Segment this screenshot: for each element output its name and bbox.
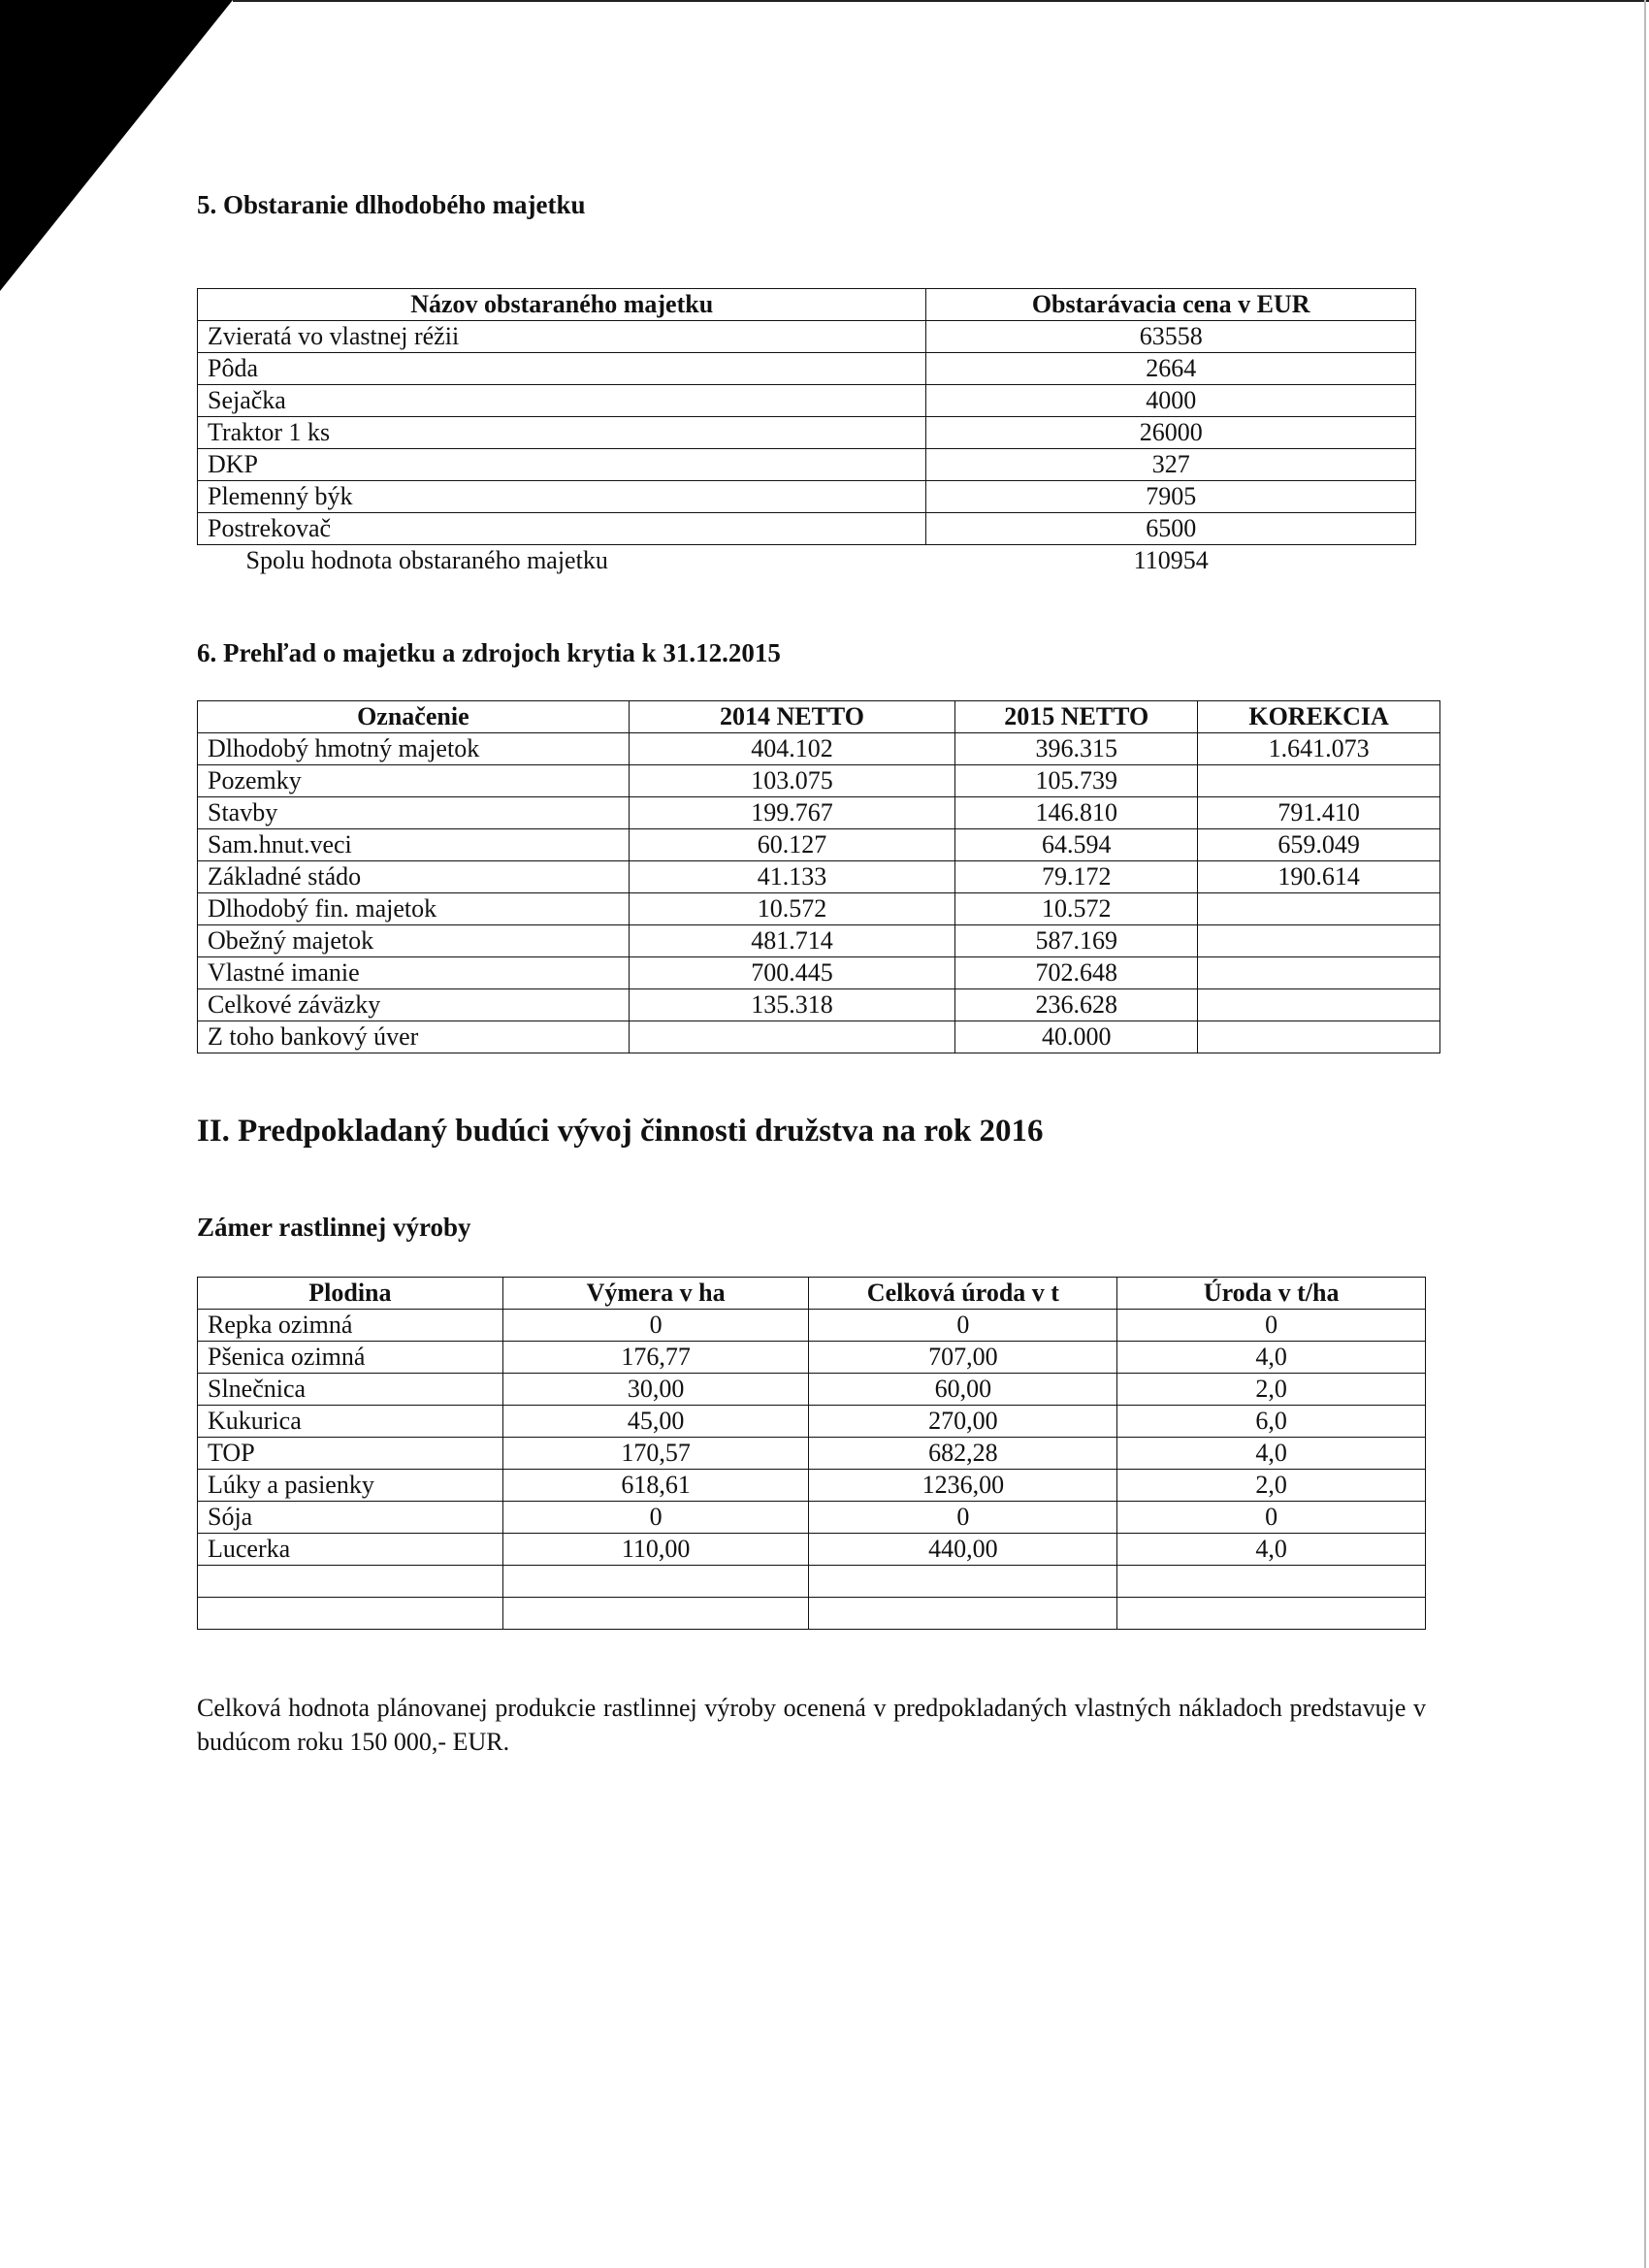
column-header: KOREKCIA <box>1198 701 1440 733</box>
table-cell: Obežný majetok <box>198 925 630 957</box>
table-cell: Repka ozimná <box>198 1310 503 1342</box>
table-cell: 700.445 <box>629 957 955 989</box>
table-cell: Sejačka <box>198 385 926 417</box>
table-cell: Pšenica ozimná <box>198 1342 503 1374</box>
column-header: Úroda v t/ha <box>1117 1278 1426 1310</box>
scan-top-edge <box>233 0 1649 2</box>
table-cell <box>502 1598 809 1630</box>
table-cell: 1.641.073 <box>1198 733 1440 765</box>
column-header: Označenie <box>198 701 630 733</box>
table-cell: Sója <box>198 1502 503 1534</box>
table-cell: 4,0 <box>1117 1534 1426 1566</box>
table-cell: 41.133 <box>629 861 955 893</box>
table-header-row <box>198 701 1440 733</box>
scan-corner-shadow <box>0 0 233 291</box>
table-cell <box>1198 1021 1440 1053</box>
table-cell: 64.594 <box>955 829 1198 861</box>
table-cell <box>809 1598 1117 1630</box>
table-cell: 60.127 <box>629 829 955 861</box>
table-row <box>198 1021 1440 1053</box>
table-cell <box>1117 1566 1426 1598</box>
table-cell: 0 <box>502 1502 809 1534</box>
table-cell: 135.318 <box>629 989 955 1021</box>
table-cell: 2,0 <box>1117 1374 1426 1406</box>
table-cell: 2664 <box>926 353 1416 385</box>
table-cell: 7905 <box>926 481 1416 513</box>
table-row <box>198 385 1416 417</box>
table-cell: 396.315 <box>955 733 1198 765</box>
table-cell: 170,57 <box>502 1438 809 1470</box>
table-cell: Slnečnica <box>198 1374 503 1406</box>
table-cell <box>1198 893 1440 925</box>
table-cell: 440,00 <box>809 1534 1117 1566</box>
table-cell: Traktor 1 ks <box>198 417 926 449</box>
section-6-title: 6. Prehľad o majetku a zdrojoch krytia k 31.12.2015 <box>197 638 781 667</box>
table-cell <box>198 1598 503 1630</box>
table-row <box>198 1438 1426 1470</box>
table-row <box>198 1598 1426 1630</box>
table-cell: DKP <box>198 449 926 481</box>
table-cell: 176,77 <box>502 1342 809 1374</box>
production-value-paragraph: Celková hodnota plánovanej produkcie rastlinnej výroby ocenená v predpokladaných vlastných nákladoch predstavuje v budúcom roku 150 000,- EUR. <box>197 1694 1426 1756</box>
section-5-title: 5. Obstaranie dlhodobého majetku <box>197 190 586 219</box>
table-cell: 236.628 <box>955 989 1198 1021</box>
table-cell: 659.049 <box>1198 829 1440 861</box>
table-row <box>198 321 1416 353</box>
table-cell: Pôda <box>198 353 926 385</box>
table-cell <box>1117 1598 1426 1630</box>
table-row <box>198 989 1440 1021</box>
table-cell <box>502 1566 809 1598</box>
table-cell: 0 <box>1117 1310 1426 1342</box>
table-cell: 618,61 <box>502 1470 809 1502</box>
table-cell: Vlastné imanie <box>198 957 630 989</box>
acquired-assets-table <box>197 288 1416 576</box>
table-cell: 0 <box>809 1502 1117 1534</box>
table-cell: 1236,00 <box>809 1470 1117 1502</box>
table-row <box>198 1534 1426 1566</box>
table-cell: 4,0 <box>1117 1342 1426 1374</box>
table-cell: 10.572 <box>955 893 1198 925</box>
table-row <box>198 417 1416 449</box>
table-header-row <box>198 289 1416 321</box>
table-row <box>198 1374 1426 1406</box>
table-cell: 702.648 <box>955 957 1198 989</box>
table-cell: Pozemky <box>198 765 630 797</box>
table-cell: 79.172 <box>955 861 1198 893</box>
table-row <box>198 1566 1426 1598</box>
section-ii-title: II. Predpokladaný budúci vývoj činnosti družstva na rok 2016 <box>197 1114 1044 1149</box>
table-cell <box>1198 765 1440 797</box>
table-cell <box>629 1021 955 1053</box>
table-cell: TOP <box>198 1438 503 1470</box>
total-row <box>198 545 1416 577</box>
table-cell <box>198 1566 503 1598</box>
table-cell <box>1198 957 1440 989</box>
table-cell: 682,28 <box>809 1438 1117 1470</box>
total-label: Spolu hodnota obstaraného majetku <box>245 546 608 574</box>
table-row <box>198 1502 1426 1534</box>
table-cell: Dlhodobý fin. majetok <box>198 893 630 925</box>
table-cell: Lucerka <box>198 1534 503 1566</box>
crop-plan-table <box>197 1277 1426 1630</box>
table-cell: 327 <box>926 449 1416 481</box>
table-cell: Plemenný býk <box>198 481 926 513</box>
total-value: 110954 <box>1133 546 1209 574</box>
scan-right-edge <box>1644 0 1646 2268</box>
table-cell: Zvieratá vo vlastnej réžii <box>198 321 926 353</box>
column-header: 2014 NETTO <box>629 701 955 733</box>
table-cell: 791.410 <box>1198 797 1440 829</box>
table-cell: Základné stádo <box>198 861 630 893</box>
table-cell: 0 <box>1117 1502 1426 1534</box>
table-cell: 4000 <box>926 385 1416 417</box>
column-header: Názov obstaraného majetku <box>198 289 926 321</box>
table-row <box>198 861 1440 893</box>
table-cell: 146.810 <box>955 797 1198 829</box>
table-cell <box>809 1566 1117 1598</box>
table-cell: 587.169 <box>955 925 1198 957</box>
table-cell: Kukurica <box>198 1406 503 1438</box>
table-row <box>198 893 1440 925</box>
table-row <box>198 513 1416 545</box>
table-cell: 4,0 <box>1117 1438 1426 1470</box>
table-cell: 40.000 <box>955 1021 1198 1053</box>
column-header: Plodina <box>198 1278 503 1310</box>
assets-overview-table <box>197 700 1440 1053</box>
table-cell: 707,00 <box>809 1342 1117 1374</box>
table-cell <box>1198 925 1440 957</box>
table-row <box>198 797 1440 829</box>
table-cell: 105.739 <box>955 765 1198 797</box>
table-cell: 0 <box>809 1310 1117 1342</box>
table-row <box>198 957 1440 989</box>
table-cell: 2,0 <box>1117 1470 1426 1502</box>
table-cell <box>1198 989 1440 1021</box>
table-cell: 199.767 <box>629 797 955 829</box>
table-row <box>198 353 1416 385</box>
table-cell: 6,0 <box>1117 1406 1426 1438</box>
table-row <box>198 1342 1426 1374</box>
table-cell: 0 <box>502 1310 809 1342</box>
column-header: Celková úroda v t <box>809 1278 1117 1310</box>
table-cell: Lúky a pasienky <box>198 1470 503 1502</box>
table-row <box>198 829 1440 861</box>
table-cell: Dlhodobý hmotný majetok <box>198 733 630 765</box>
table-cell: 30,00 <box>502 1374 809 1406</box>
table-cell: 6500 <box>926 513 1416 545</box>
table-row <box>198 765 1440 797</box>
table-cell: 481.714 <box>629 925 955 957</box>
table-cell: 103.075 <box>629 765 955 797</box>
table-cell: 45,00 <box>502 1406 809 1438</box>
table-row <box>198 481 1416 513</box>
table-cell: Postrekovač <box>198 513 926 545</box>
table-row <box>198 1470 1426 1502</box>
table-cell: 63558 <box>926 321 1416 353</box>
table-cell: 26000 <box>926 417 1416 449</box>
table-cell: 60,00 <box>809 1374 1117 1406</box>
crop-plan-subtitle: Zámer rastlinnej výroby <box>197 1213 471 1242</box>
table-row <box>198 1406 1426 1438</box>
table-cell: Stavby <box>198 797 630 829</box>
table-cell: 270,00 <box>809 1406 1117 1438</box>
table-row <box>198 449 1416 481</box>
column-header: Výmera v ha <box>502 1278 809 1310</box>
table-cell: 190.614 <box>1198 861 1440 893</box>
table-cell: 110,00 <box>502 1534 809 1566</box>
column-header: Obstarávacia cena v EUR <box>926 289 1416 321</box>
table-cell: 404.102 <box>629 733 955 765</box>
table-cell: Sam.hnut.veci <box>198 829 630 861</box>
table-row <box>198 1310 1426 1342</box>
table-header-row <box>198 1278 1426 1310</box>
table-cell: 10.572 <box>629 893 955 925</box>
column-header: 2015 NETTO <box>955 701 1198 733</box>
table-cell: Celkové záväzky <box>198 989 630 1021</box>
table-cell: Z toho bankový úver <box>198 1021 630 1053</box>
table-row <box>198 925 1440 957</box>
table-row <box>198 733 1440 765</box>
